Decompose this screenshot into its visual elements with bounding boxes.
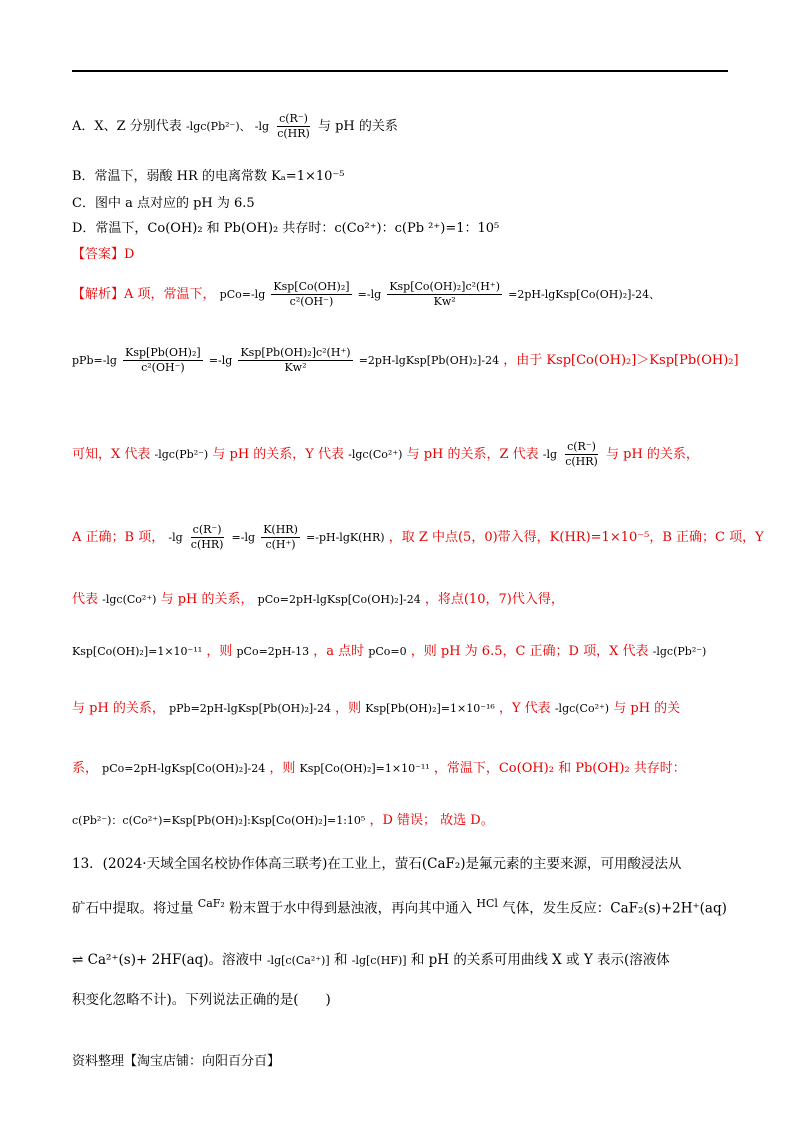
q13-line-3 — [72, 950, 670, 971]
formula: pCo=-lg — [219, 288, 266, 301]
analysis-line-7 — [72, 700, 680, 718]
fraction-num: c(R⁻) — [567, 440, 596, 453]
analysis-text: ，由于 Ksp[Co(OH)₂]＞Ksp[Pb(OH)₂] — [503, 353, 739, 368]
analysis-text: 与 pH 的关 — [613, 701, 681, 716]
formula: Ksp[Co(OH)₂]=1×10⁻¹¹ — [299, 762, 430, 775]
formula: pPb=-lg — [72, 354, 117, 367]
q13-text: 粉末置于水中得到悬浊液，再向其中通入 — [229, 900, 473, 917]
footer-source: 资料整理【淘宝店铺：向阳百分百】 — [72, 1054, 281, 1069]
analysis-line-1 — [72, 280, 660, 309]
option-d: D．常温下，Co(OH)₂ 和 Pb(OH)₂ 共存时：c(Co²⁺)：c(Pb ²⁺)=1：10⁵ — [72, 221, 500, 236]
fraction-num: Ksp[Pb(OH)₂]c²(H⁺) — [240, 346, 351, 359]
fraction-den: c(HR) — [190, 538, 224, 551]
q13-text: 和 — [333, 952, 348, 968]
analysis-line-3 — [72, 440, 699, 469]
fraction-num: Ksp[Co(OH)₂]c²(H⁺) — [389, 280, 500, 293]
analysis-text: 与 pH 的关系，Y 代表 — [212, 447, 344, 462]
formula: -lg[c(HF)] — [351, 954, 407, 967]
fraction-den: c(HR) — [565, 455, 598, 468]
analysis-text: ，D 错误； 故选 D。 — [369, 813, 494, 828]
analysis-text: ，则 — [335, 701, 362, 716]
q13-line-2 — [72, 894, 727, 919]
equilibrium-arrow: ⇌ — [72, 952, 84, 968]
formula: -lgc(Pb²⁻) — [154, 448, 209, 461]
formula: -lg[c(Ca²⁺)] — [266, 954, 330, 967]
analysis-text: ，则 pH 为 6.5，C 正确；D 项，X 代表 — [410, 644, 649, 659]
q13-text: 气体，发生反应：CaF₂(s)+2H⁺(aq) — [502, 900, 727, 917]
analysis-text: 与 pH 的关系， — [160, 592, 254, 607]
analysis-text: ，将点(10，7)代入得， — [424, 592, 564, 607]
formula: -lgc(Co²⁺) — [554, 702, 610, 715]
analysis-text: ，则 — [269, 761, 296, 776]
formula: CaF₂ — [197, 897, 225, 910]
q13-line-1: 13．(2024·天域全国名校协作体高三联考)在工业上，萤石(CaF₂)是氟元素的主要来源，可用酸浸法从 — [72, 856, 682, 872]
formula: =2pH-lgKsp[Pb(OH)₂]-24 — [358, 354, 500, 367]
formula: -lgc(Co²⁺) — [102, 593, 157, 606]
q13-text: 矿石中提取。将过量 — [72, 900, 194, 917]
header-rule — [72, 70, 728, 72]
analysis-text: ，取 Z 中点(5，0)带入得，K(HR)=1×10⁻⁵，B 正确；C 项，Y — [388, 530, 764, 545]
analysis-line-6 — [72, 643, 706, 661]
formula: -lgc(Co²⁺) — [348, 448, 403, 461]
fraction-num: Ksp[Co(OH)₂] — [273, 280, 350, 293]
formula: -lgc(Pb²⁻) — [652, 645, 707, 658]
fraction-den: c(H⁺) — [265, 538, 296, 551]
formula: c(Pb²⁻)：c(Co²⁺)=Ksp[Pb(OH)₂]:Ksp[Co(OH)₂]=1:10⁵ — [72, 814, 366, 827]
analysis-text: 系， — [72, 761, 99, 776]
analysis-text: 与 pH 的关系，Z 代表 — [406, 447, 539, 462]
analysis-text: A 正确；B 项， — [72, 530, 165, 545]
option-a-lg: -lg — [254, 120, 270, 133]
analysis-text: ，常温下，Co(OH)₂ 和 Pb(OH)₂ 共存时： — [433, 761, 686, 776]
fraction — [387, 280, 502, 309]
formula: pCo=2pH-13 — [236, 645, 310, 658]
formula: =-lg — [357, 288, 382, 301]
fraction — [238, 346, 352, 375]
formula: =-lg — [231, 531, 256, 544]
formula: pCo=2pH-lgKsp[Co(OH)₂]-24 — [257, 593, 421, 606]
formula: -lg — [168, 531, 183, 544]
analysis-text: ，Y 代表 — [498, 701, 551, 716]
fraction-num: K(HR) — [263, 523, 298, 536]
formula: Ksp[Pb(OH)₂]=1×10⁻¹⁶ — [365, 702, 495, 715]
analysis-text: ，则 — [206, 644, 233, 659]
fraction-num: Ksp[Pb(OH)₂] — [125, 346, 201, 359]
analysis-line-8 — [72, 760, 686, 778]
fraction-den: Kw² — [433, 295, 456, 308]
formula: HCl — [476, 897, 498, 910]
q13-line-4: 积变化忽略不计)。下列说法正确的是( ) — [72, 992, 331, 1008]
option-a-term: -lgc(Pb²⁻)、 — [185, 120, 251, 133]
fraction-den: Kw² — [284, 361, 307, 374]
answer: 【答案】D — [72, 247, 135, 262]
fraction-den: c²(OH⁻) — [289, 295, 334, 308]
option-a-text: A．X、Z 分别代表 — [72, 119, 182, 134]
option-c: C．图中 a 点对应的 pH 为 6.5 — [72, 196, 255, 211]
fraction — [271, 280, 351, 309]
analysis-text: 与 pH 的关系， — [72, 701, 165, 716]
fraction-num: c(R⁻) — [279, 112, 308, 125]
formula: pPb=2pH-lgKsp[Pb(OH)₂]-24 — [169, 702, 331, 715]
fraction-num: c(R⁻) — [192, 523, 222, 536]
formula: pCo=0 — [368, 645, 407, 658]
option-a-fraction — [275, 112, 312, 141]
analysis-text: ，a 点时 — [313, 644, 365, 659]
formula: Ksp[Co(OH)₂]=1×10⁻¹¹ — [72, 645, 203, 658]
analysis-text: 与 pH 的关系， — [605, 447, 699, 462]
analysis-text: 可知，X 代表 — [72, 447, 151, 462]
analysis-line-5 — [72, 591, 564, 609]
fraction — [261, 523, 300, 552]
option-a — [72, 112, 398, 141]
fraction — [189, 523, 226, 552]
formula: pCo=2pH-lgKsp[Co(OH)₂]-24 — [102, 762, 266, 775]
analysis-line-2 — [72, 346, 739, 375]
fraction — [563, 440, 600, 469]
analysis-line-9 — [72, 812, 494, 830]
formula: =-pH-lgK(HR) — [306, 531, 385, 544]
option-a-suffix: 与 pH 的关系 — [317, 119, 398, 134]
analysis-text: 代表 — [72, 592, 99, 607]
analysis-label: 【解析】A 项，常温下， — [72, 287, 216, 302]
analysis-line-4 — [72, 523, 764, 552]
q13-text: Ca²⁺(s)+ 2HF(aq)。溶液中 — [87, 952, 263, 968]
fraction-den: c²(OH⁻) — [141, 361, 185, 374]
formula: -lg — [542, 448, 558, 461]
formula: =-lg — [208, 354, 233, 367]
q13-text: 和 pH 的关系可用曲线 X 或 Y 表示(溶液体 — [410, 952, 670, 968]
fraction-den: c(HR) — [277, 127, 310, 140]
fraction — [123, 346, 203, 375]
option-b: B．常温下，弱酸 HR 的电离常数 Kₐ=1×10⁻⁵ — [72, 169, 345, 184]
formula: =2pH-lgKsp[Co(OH)₂]-24、 — [508, 288, 661, 301]
